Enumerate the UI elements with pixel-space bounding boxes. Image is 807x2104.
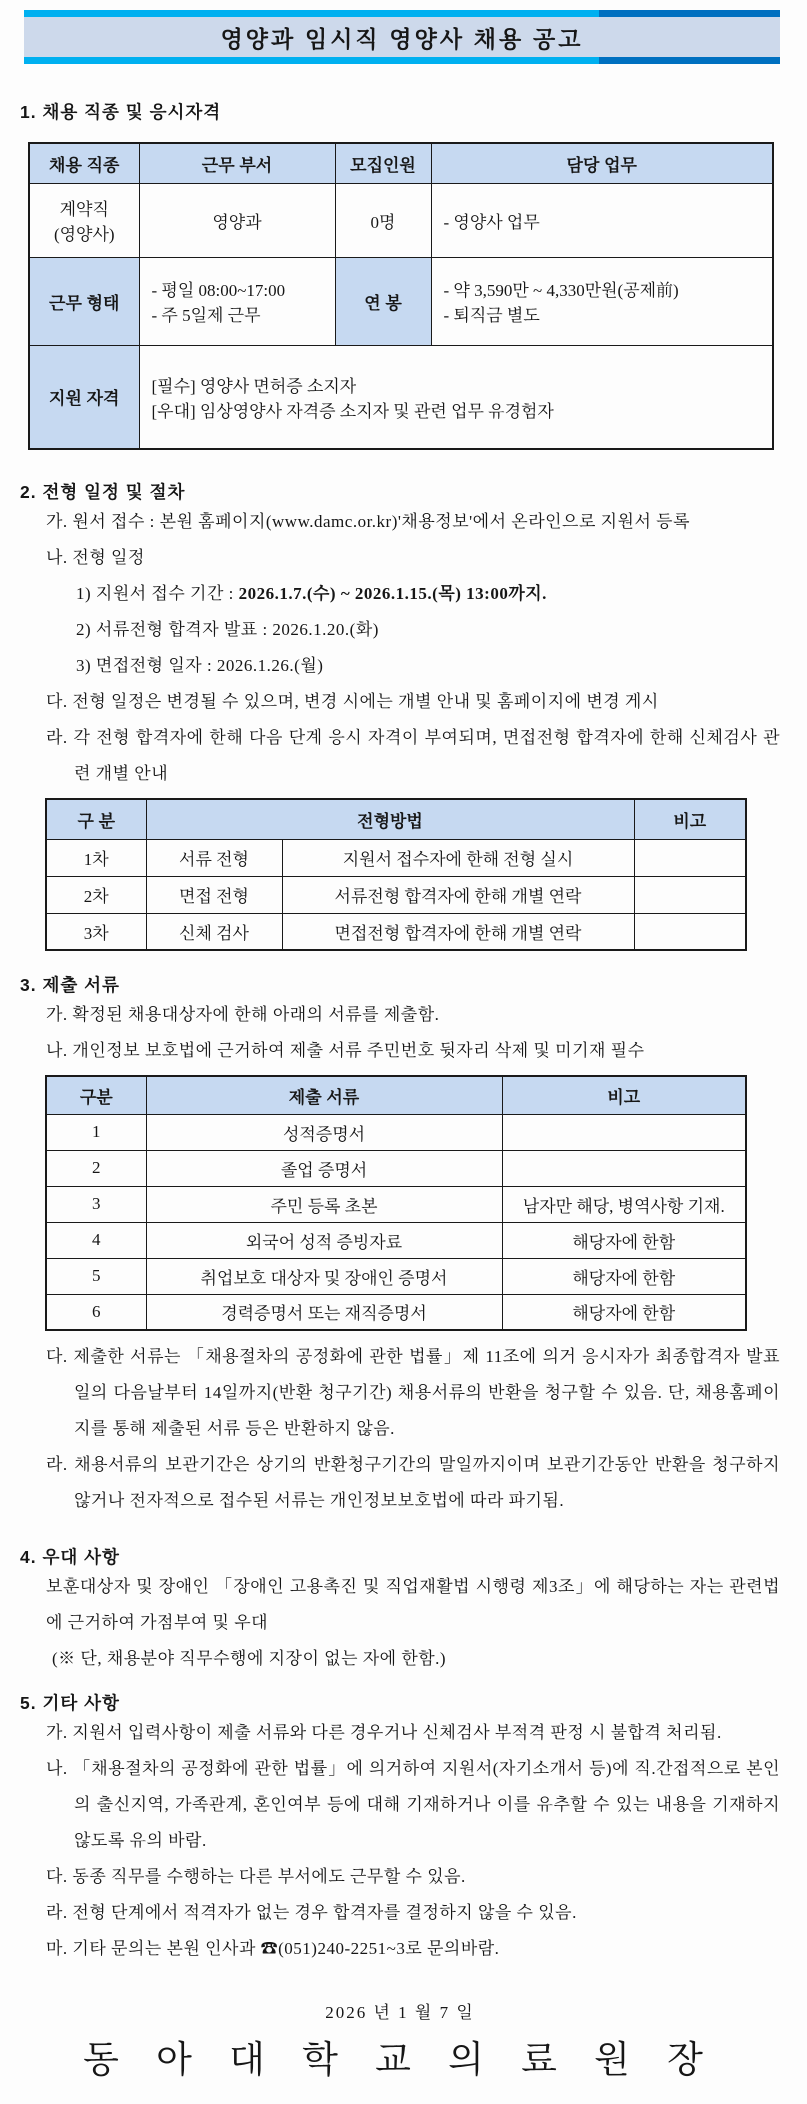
section2-item-ra: 라. 각 전형 합격자에 한해 다음 단계 응시 자격이 부여되며, 면접전형 합격자에 한해 신체검사 관련 개별 안내 <box>46 728 780 783</box>
section2-sub-item-1 <box>20 576 780 612</box>
salary-line1: - 약 3,590만 ~ 4,330만원(공제前) <box>443 281 679 300</box>
section5-item-ga: 가. 지원서 입력사항이 제출 서류와 다른 경우거나 신체검사 부적격 판정 시 불합격 처리됨. <box>46 1723 722 1742</box>
banner-body <box>24 17 780 57</box>
note-cell <box>634 839 746 876</box>
table-header-row <box>29 143 773 183</box>
title-banner <box>24 10 780 64</box>
stage-cell: 3차 <box>46 913 146 950</box>
doc-name-cell: 성적증명서 <box>146 1114 502 1150</box>
doc-note-cell <box>502 1114 746 1150</box>
work-type-line1: - 평일 08:00~17:00 <box>151 281 286 300</box>
stage-cell: 2차 <box>46 876 146 913</box>
section3-item-na: 나. 개인정보 보호법에 근거하여 제출 서류 주민번호 뒷자리 삭제 및 미기재 필수 <box>46 1041 645 1060</box>
section4-heading: 4. 우대 사항 <box>20 1547 120 1567</box>
section2-item-na: 나. 전형 일정 <box>46 548 145 567</box>
doc-name-cell: 주민 등록 초본 <box>146 1186 502 1222</box>
qualification-line1: [필수] 영양사 면허증 소지자 <box>151 376 357 396</box>
table-row <box>46 1114 746 1150</box>
table-row <box>46 1258 746 1294</box>
document-date: 2026 년 1 월 7 일 <box>325 2003 475 2022</box>
col-header-method: 전형방법 <box>146 799 634 839</box>
work-type-cell <box>139 257 335 345</box>
col-header-openings: 모집인원 <box>335 143 431 183</box>
department-cell: 영양과 <box>139 183 335 257</box>
doc-name-cell: 졸업 증명서 <box>146 1150 502 1186</box>
qualification-label: 지원 자격 <box>29 345 139 449</box>
col-header-note: 비고 <box>502 1076 746 1114</box>
job-type-cell <box>29 183 139 257</box>
table-row <box>29 345 773 449</box>
method-cell: 서류 전형 <box>146 839 282 876</box>
note-cell <box>634 913 746 950</box>
salary-label: 연 봉 <box>335 257 431 345</box>
section5-item-ma: 마. 기타 문의는 본원 인사과 ☎(051)240-2251~3로 문의바람. <box>46 1939 500 1958</box>
doc-note-cell: 해당자에 한함 <box>502 1222 746 1258</box>
doc-name-cell: 외국어 성적 증빙자료 <box>146 1222 502 1258</box>
table-row <box>46 839 746 876</box>
detail-cell: 지원서 접수자에 한해 전형 실시 <box>282 839 634 876</box>
doc-no-cell: 1 <box>46 1114 146 1150</box>
duty-cell: - 영양사 업무 <box>431 183 773 257</box>
work-type-line2: - 주 5일제 근무 <box>151 306 261 325</box>
page-title: 영양과 임시직 영양사 채용 공고 <box>220 26 584 52</box>
banner-bottom-stripe <box>24 57 780 64</box>
stripe-cyan-segment <box>24 57 599 64</box>
salary-line2: - 퇴직금 별도 <box>443 306 540 325</box>
table-row <box>46 913 746 950</box>
section2-sub-item-3: 3) 면접전형 일자 : 2026.1.26.(월) <box>76 656 324 675</box>
doc-note-cell <box>502 1150 746 1186</box>
table-row <box>46 1294 746 1330</box>
doc-no-cell: 6 <box>46 1294 146 1330</box>
section3-heading: 3. 제출 서류 <box>20 975 120 995</box>
selection-process-table <box>45 798 747 951</box>
section2-item-ga: 가. 원서 접수 : 본원 홈페이지(www.damc.or.kr)'채용정보'에서 온라인으로 지원서 등록 <box>46 512 690 531</box>
issuer-signature: 동 아 대 학 교 의 료 원 장 <box>83 2040 717 2081</box>
section2-sub-item-2: 2) 서류전형 합격자 발표 : 2026.1.20.(화) <box>76 620 379 639</box>
stripe-blue-segment <box>599 57 780 64</box>
openings-cell: 0명 <box>335 183 431 257</box>
required-documents-table <box>45 1075 747 1331</box>
col-header-stage: 구 분 <box>46 799 146 839</box>
table-header-row <box>46 799 746 839</box>
section3-item-da: 다. 제출한 서류는 「채용절차의 공정화에 관한 법률」제 11조에 의거 응시자가 최종합격자 발표일의 다음날부터 14일까지(반환 청구기간) 채용서류의 반환을 청구할 수 있음. 단, 채용홈페이지를 통해 제출된 서류 등은 반환하지 않음. <box>46 1347 780 1438</box>
job-type-line1: 계약직 <box>59 200 109 219</box>
table-row <box>46 1222 746 1258</box>
salary-cell <box>431 257 773 345</box>
qualification-line2: [우대] 임상영양사 자격증 소지자 및 관련 업무 유경험자 <box>151 401 554 421</box>
detail-cell: 면접전형 합격자에 한해 개별 연락 <box>282 913 634 950</box>
table-row <box>29 183 773 257</box>
method-cell: 면접 전형 <box>146 876 282 913</box>
section5-item-na: 나. 「채용절차의 공정화에 관한 법률」에 의거하여 지원서(자기소개서 등)에 직.간접적으로 본인의 출신지역, 가족관계, 혼인여부 등에 대해 기재하거나 이를 유추할 수 있는 내용을 기재하지 않도록 유의 바람. <box>46 1759 780 1850</box>
doc-no-cell: 2 <box>46 1150 146 1186</box>
doc-no-cell: 3 <box>46 1186 146 1222</box>
doc-no-cell: 4 <box>46 1222 146 1258</box>
col-header-no: 구분 <box>46 1076 146 1114</box>
section1-heading: 1. 채용 직종 및 응시자격 <box>20 102 222 122</box>
section5-item-da: 다. 동종 직무를 수행하는 다른 부서에도 근무할 수 있음. <box>46 1867 466 1886</box>
table-row <box>29 257 773 345</box>
work-type-label: 근무 형태 <box>29 257 139 345</box>
stripe-cyan-segment <box>24 10 599 17</box>
section5-heading: 5. 기타 사항 <box>20 1693 120 1713</box>
col-header-department: 근무 부서 <box>139 143 335 183</box>
doc-note-cell: 남자만 해당, 병역사항 기재. <box>502 1186 746 1222</box>
section4-body: 보훈대상자 및 장애인 「장애인 고용촉진 및 직업재활법 시행령 제3조」에 해당하는 자는 관련법에 근거하여 가점부여 및 우대 <box>46 1577 780 1632</box>
section5-item-ra: 라. 전형 단계에서 적격자가 없는 경우 합격자를 결정하지 않을 수 있음. <box>46 1903 577 1922</box>
note-cell <box>634 876 746 913</box>
section3-item-ga: 가. 확정된 채용대상자에 한해 아래의 서류를 제출함. <box>46 1005 440 1024</box>
doc-name-cell: 취업보호 대상자 및 장애인 증명서 <box>146 1258 502 1294</box>
table-row <box>46 1186 746 1222</box>
banner-top-stripe <box>24 10 780 17</box>
method-cell: 신체 검사 <box>146 913 282 950</box>
col-header-note: 비고 <box>634 799 746 839</box>
job-type-line2: (영양사) <box>53 225 115 244</box>
recruitment-table <box>28 142 774 450</box>
table-row <box>46 876 746 913</box>
application-period-value: 2026.1.7.(수) ~ 2026.1.15.(목) 13:00까지. <box>238 584 547 603</box>
stage-cell: 1차 <box>46 839 146 876</box>
stripe-blue-segment <box>599 10 780 17</box>
doc-note-cell: 해당자에 한함 <box>502 1294 746 1330</box>
section2-item-da: 다. 전형 일정은 변경될 수 있으며, 변경 시에는 개별 안내 및 홈페이지에 변경 게시 <box>46 692 659 711</box>
doc-name-cell: 경력증명서 또는 재직증명서 <box>146 1294 502 1330</box>
table-header-row <box>46 1076 746 1114</box>
col-header-duty: 담당 업무 <box>431 143 773 183</box>
section2-heading: 2. 전형 일정 및 절차 <box>20 482 186 502</box>
col-header-document: 제출 서류 <box>146 1076 502 1114</box>
qualification-cell <box>139 345 773 449</box>
section4-note: (※ 단, 채용분야 직무수행에 지장이 없는 자에 한함.) <box>52 1649 447 1668</box>
doc-note-cell: 해당자에 한함 <box>502 1258 746 1294</box>
doc-no-cell: 5 <box>46 1258 146 1294</box>
application-period-label: 1) 지원서 접수 기간 : <box>76 584 239 603</box>
section3-item-ra: 라. 채용서류의 보관기간은 상기의 반환청구기간의 말일까지이며 보관기간동안 반환을 청구하지 않거나 전자적으로 접수된 서류는 개인정보보호법에 따라 파기됨. <box>46 1455 780 1510</box>
detail-cell: 서류전형 합격자에 한해 개별 연락 <box>282 876 634 913</box>
col-header-job-type: 채용 직종 <box>29 143 139 183</box>
table-row <box>46 1150 746 1186</box>
